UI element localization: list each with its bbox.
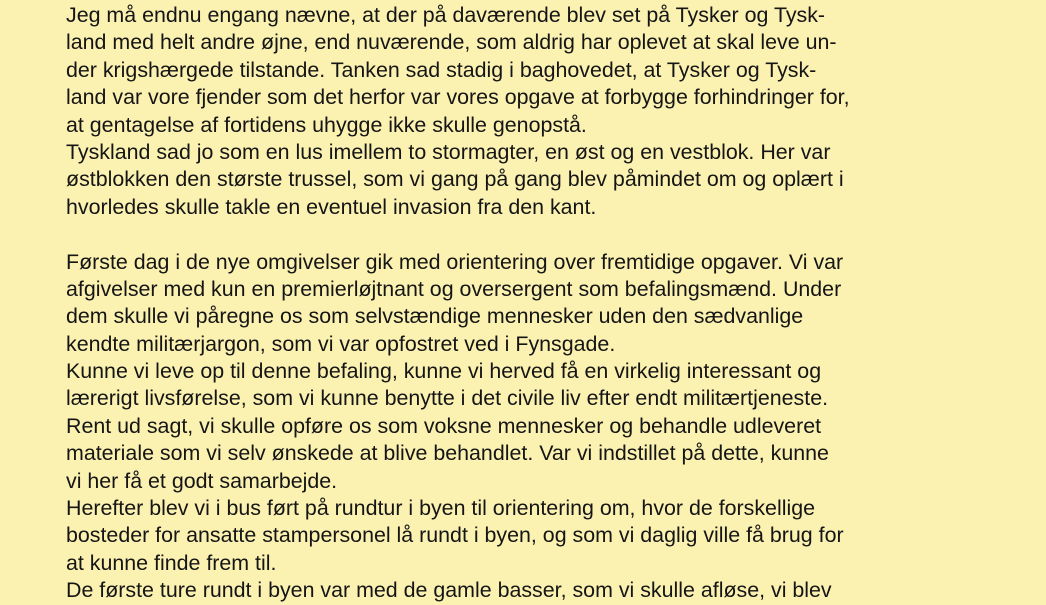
text-line: at gentagelse af fortidens uhygge ikke skulle genopstå.	[66, 112, 587, 137]
text-line: dem skulle vi påregne os som selvstændige mennesker uden den sædvanlige	[66, 304, 804, 329]
blank-line	[66, 221, 1046, 248]
text-line: Jeg må endnu engang nævne, at der på daværende blev set på Tysker og Tysk-	[66, 3, 826, 27]
text-line: afgivelser med kun en premierløjtnant og oversergent som befalingsmænd. Under	[66, 276, 842, 301]
text-line: hvorledes skulle takle en eventuel invasion fra den kant.	[66, 194, 597, 219]
text-line: Tyskland sad jo som en lus imellem to stormagter, en øst og en vestblok. Her var	[66, 139, 831, 164]
text-line: østblokken den største trussel, som vi gang på gang blev påmindet om og oplært i	[66, 167, 844, 192]
text-line: land var vore fjender som det herfor var vores opgave at forbygge forhindringer for,	[66, 85, 850, 110]
text-line: vi her få et godt samarbejde.	[66, 468, 338, 493]
text-line: Herefter blev vi i bus ført på rundtur i byen til orientering om, hvor de forskellige	[66, 496, 816, 521]
text-line: Første dag i de nye omgivelser gik med orientering over fremtidige opgaver. Vi var	[66, 249, 844, 274]
text-line: at kunne finde frem til.	[66, 550, 277, 575]
text-line: bosteder for ansatte stampersonel lå rundt i byen, og som vi daglig ville få brug for	[66, 523, 844, 548]
text-line: De første ture rundt i byen var med de gamle basser, som vi skulle afløse, vi blev	[66, 578, 832, 603]
text-line: Rent ud sagt, vi skulle opføre os som voksne mennesker og behandle udleveret	[66, 413, 822, 438]
text-line: lærerigt livsførelse, som vi kunne benytte i det civile liv efter endt militærtjeneste.	[66, 386, 829, 411]
text-line: Kunne vi leve op til denne befaling, kunne vi herved få en virkelig interessant og	[66, 359, 822, 384]
text-line: kendte militærjargon, som vi var opfostret ved i Fynsgade.	[66, 331, 616, 356]
text-line: der krigshærgede tilstande. Tanken sad stadig i baghovedet, at Tysker og Tysk-	[66, 57, 817, 82]
text-line: materiale som vi selv ønskede at blive behandlet. Var vi indstillet på dette, kunne	[66, 441, 829, 466]
text-line: land med helt andre øjne, end nuværende, som aldrig har oplevet at skal leve un-	[66, 30, 837, 55]
document-body	[66, 2, 1046, 605]
